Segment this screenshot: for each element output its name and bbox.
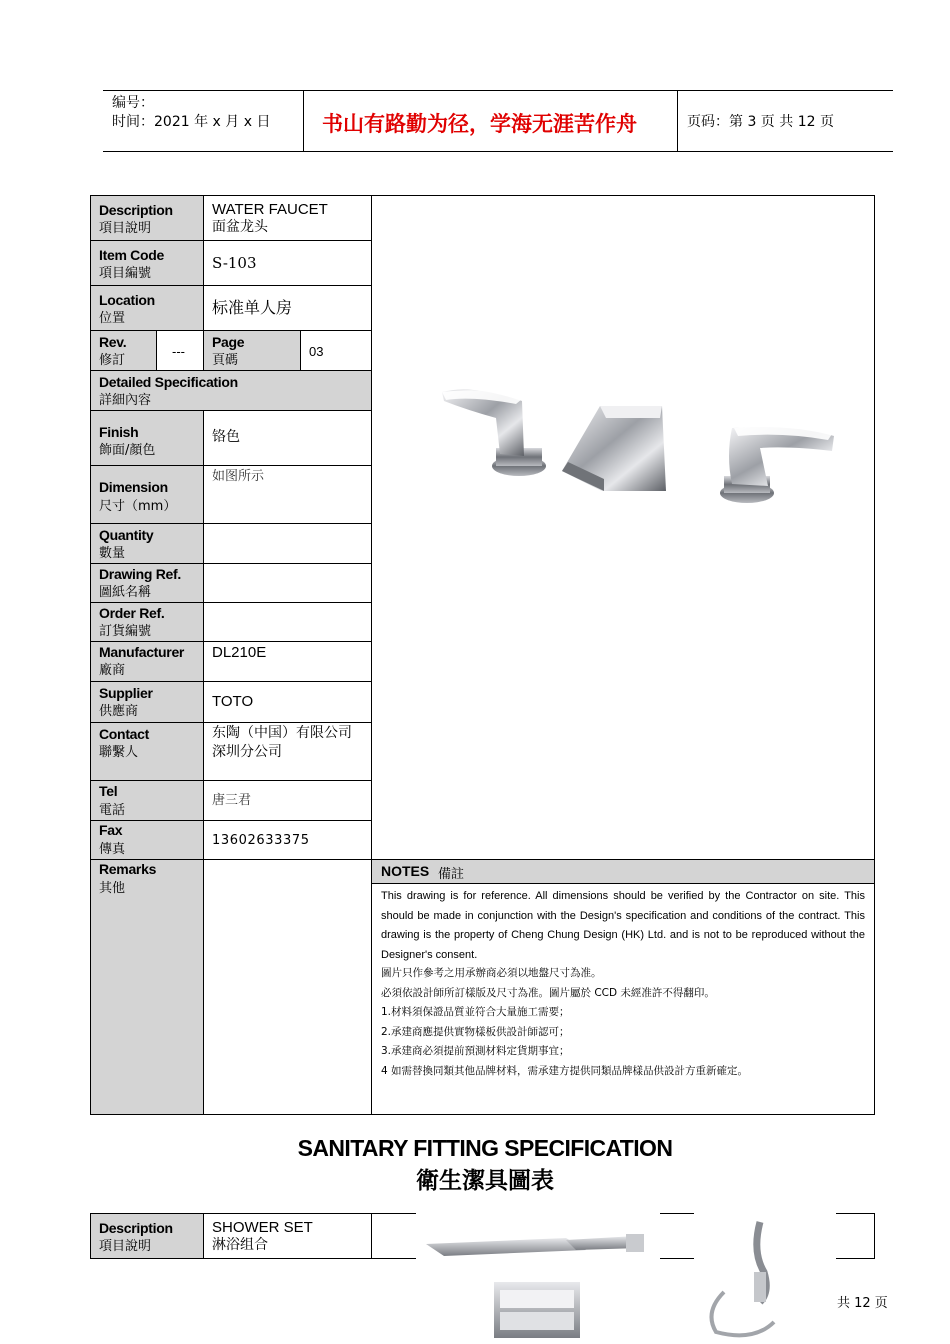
drawing-ref-label-zh: 圖紙名稱 <box>99 585 152 600</box>
notes-line: 1.材料須保證品質並符合大量施工需要； <box>381 1006 570 1018</box>
fax-value-cell <box>203 820 372 860</box>
header-top-rule <box>103 90 893 91</box>
rev-value-cell <box>156 330 204 371</box>
contact-label-en: Contact <box>99 726 150 742</box>
supplier-label-zh: 供應商 <box>99 704 139 719</box>
item-code-value: S-103 <box>212 254 257 272</box>
contact-value-line1: 东陶（中国）有限公司 <box>212 725 352 741</box>
detailed-spec-header <box>90 370 372 411</box>
item-code-label-zh: 項目編號 <box>99 266 152 281</box>
location-label-zh: 位置 <box>99 311 126 326</box>
order-ref-value-cell <box>203 602 372 642</box>
description-label-en: Description <box>99 202 173 218</box>
faucet-image <box>372 196 874 860</box>
notes-header <box>371 859 875 884</box>
notes-line: 2.承建商應提供實物樣板供設計師認可； <box>381 1025 570 1038</box>
header-page-number: 页码：第 3 页 共 12 页 <box>687 114 834 130</box>
dimension-value-cell <box>203 465 372 524</box>
supplier-value: TOTO <box>212 693 254 710</box>
page-label-cell <box>203 330 301 371</box>
fax-value: 13602633375 <box>212 833 310 848</box>
item-code-value-cell <box>203 240 372 286</box>
notes-line: 3.承建商必須提前預測材料定貨期事宜； <box>381 1045 570 1057</box>
location-label-cell <box>90 285 204 331</box>
supplier-label-cell <box>90 681 204 723</box>
description2-label-zh: 項目說明 <box>99 1239 152 1254</box>
manufacturer-value-cell <box>203 641 372 682</box>
header-divider <box>677 90 678 152</box>
tel-label-en: Tel <box>99 783 118 799</box>
page-label-en: Page <box>212 334 245 350</box>
left-handle-shape <box>442 389 546 476</box>
description2-label-cell <box>90 1213 204 1259</box>
dimension-value: 如图所示 <box>212 469 265 484</box>
contact-label-cell <box>90 722 204 781</box>
drawing-ref-value-cell <box>203 563 372 603</box>
rev-label-zh: 修訂 <box>99 353 126 368</box>
remarks-label-en: Remarks <box>99 861 157 877</box>
page-value-cell <box>300 330 372 371</box>
hand-shower-image <box>694 1212 836 1344</box>
manufacturer-label-en: Manufacturer <box>99 644 185 660</box>
contact-value-cell <box>203 722 372 781</box>
description2-value-zh: 淋浴组合 <box>212 1237 268 1253</box>
header-number: 编号： <box>112 95 154 111</box>
quantity-value-cell <box>203 523 372 564</box>
quantity-label-en: Quantity <box>99 527 154 543</box>
remarks-label-cell <box>90 859 204 1115</box>
fax-label-cell <box>90 820 204 860</box>
rev-label-cell <box>90 330 157 371</box>
notes-line: 圖片只作參考之用承辦商必須以地盤尺寸為准。 <box>381 967 602 979</box>
drawing-ref-label-en: Drawing Ref. <box>99 566 181 582</box>
fax-label-zh: 傳真 <box>99 842 126 857</box>
drawing-ref-label-cell <box>90 563 204 603</box>
item-code-label-en: Item Code <box>99 247 164 263</box>
description2-value-en: SHOWER SET <box>212 1219 313 1236</box>
rev-value: --- <box>172 344 185 359</box>
description-label-zh: 項目說明 <box>99 221 152 236</box>
notes-chinese-list <box>381 964 865 1081</box>
description2-label-en: Description <box>99 1220 173 1236</box>
finish-value: 铬色 <box>212 429 240 445</box>
location-label-en: Location <box>99 292 155 308</box>
order-ref-label-zh: 訂貨編號 <box>99 624 152 639</box>
manufacturer-label-zh: 廠商 <box>99 663 126 678</box>
description-label-cell <box>90 195 204 241</box>
detailed-spec-label-en: Detailed Specification <box>99 374 238 390</box>
finish-label-cell <box>90 410 204 466</box>
right-handle-shape <box>720 426 834 503</box>
order-ref-label-en: Order Ref. <box>99 605 165 621</box>
header-motto: 书山有路勤为径，学海无涯苦作舟 <box>322 111 637 136</box>
quantity-label-zh: 數量 <box>99 546 126 561</box>
supplier-value-cell <box>203 681 372 723</box>
notes-line: 4 如需替換同類其他品牌材料，需承建方提供同類品牌樣品供設計方重新確定。 <box>381 1064 749 1077</box>
notes-english-text: This drawing is for reference. All dimensions should be verified by the Contractor on site. This should be made in conjunction with the Design's specification and conditions of the contract. This drawing is the property of Cheng Chung Design (HK) Ltd. and is not to be reproduced without the Designer's consent. <box>381 890 865 961</box>
description2-value-cell <box>203 1213 372 1259</box>
finish-value-cell <box>203 410 372 466</box>
dimension-label-en: Dimension <box>99 479 168 495</box>
tel-value-cell <box>203 780 372 821</box>
notes-body-cell <box>371 883 875 1115</box>
description-value-cell <box>203 195 372 241</box>
manufacturer-label-cell <box>90 641 204 682</box>
fax-label-en: Fax <box>99 822 123 838</box>
dimension-label-zh: 尺寸（mm） <box>99 499 177 514</box>
rev-label-en: Rev. <box>99 334 127 350</box>
location-value-cell <box>203 285 372 331</box>
spout-shape <box>562 406 666 491</box>
item-code-label-cell <box>90 240 204 286</box>
notes-line: 必須依設計師所訂樣版及尺寸為准。圖片屬於 CCD 未經准許不得翻印。 <box>381 986 715 999</box>
notes-title-en: NOTES <box>381 863 430 879</box>
header-divider <box>303 90 304 152</box>
section-title-en: SANITARY FITTING SPECIFICATION <box>297 1135 673 1161</box>
product-image-panel <box>371 195 875 859</box>
tel-value: 唐三君 <box>212 793 252 808</box>
dimension-label-cell <box>90 465 204 524</box>
header-bottom-rule <box>103 151 893 152</box>
manufacturer-value: DL210E <box>212 644 267 661</box>
finish-label-zh: 飾面/顏色 <box>99 443 156 458</box>
quantity-label-cell <box>90 523 204 564</box>
description-value-en: WATER FAUCET <box>212 201 328 218</box>
location-value: 标准单人房 <box>212 298 293 317</box>
shower-head-image <box>416 1212 660 1344</box>
supplier-label-en: Supplier <box>99 685 153 701</box>
contact-label-zh: 聯繫人 <box>99 745 139 760</box>
order-ref-label-cell <box>90 602 204 642</box>
detailed-spec-label-zh: 詳細內容 <box>99 393 152 408</box>
tel-label-zh: 電話 <box>99 803 126 818</box>
footer-page-fragment: 共 12 页 <box>837 1296 888 1311</box>
page-label-zh: 頁碼 <box>212 353 239 368</box>
contact-value-line2: 深圳分公司 <box>212 744 282 760</box>
tel-label-cell <box>90 780 204 821</box>
header-time: 时间：2021 年 x 月 x 日 <box>112 114 271 130</box>
description-value-zh: 面盆龙头 <box>212 219 268 235</box>
remarks-label-zh: 其他 <box>99 881 126 896</box>
finish-label-en: Finish <box>99 424 139 440</box>
notes-title-zh: 備註 <box>438 867 465 882</box>
section-title-zh: 衛生潔具圖表 <box>416 1168 554 1194</box>
remarks-value-cell <box>203 859 372 1115</box>
page-value: 03 <box>309 344 324 359</box>
